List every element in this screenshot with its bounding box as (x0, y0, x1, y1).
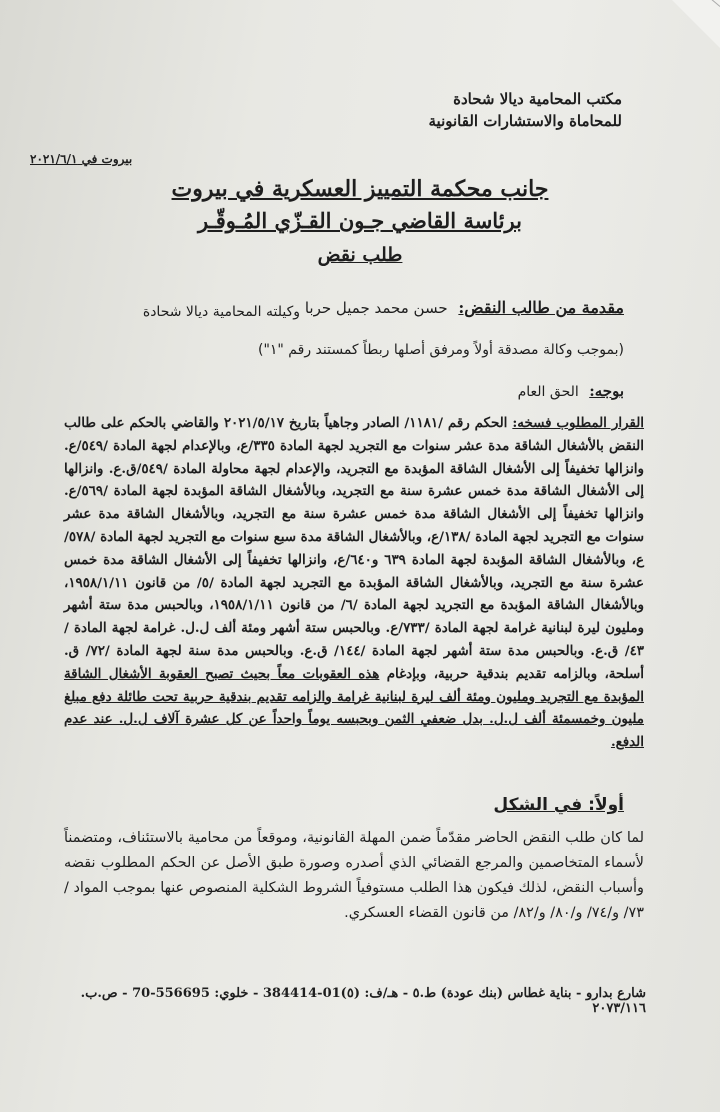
subject-title: طلب نقض (317, 244, 403, 266)
letterhead (429, 88, 622, 132)
court-title: جانب محكمة التمييز العسكرية في بيروت (171, 176, 549, 202)
contested-ruling (64, 412, 644, 754)
judge-title: برئاسة القاضي جـون القـزّي المُـوقّـر (198, 208, 522, 233)
section-body-form: لما كان طلب النقض الحاضر مقدّماً ضمن المهلة القانونية، وموقعاً من محامية بالاستئناف، ومتضمناً لأسماء المتخاصمين والمرجع القضائي الذي أصدره وصورة طبق الأصل عن الحكم المطلوب نقضه وأسباب النقض، لذلك فيكون هذا الطلب مستوفياً الشروط الشكلية المنصوص عنها بموجب المواد /٧٣/ و/٧٤/ و/٨٠/ و/٨٢/ من قانون القضاء العسكري. (64, 830, 644, 921)
against-label: بوجه: (589, 382, 624, 400)
applicant-line (305, 298, 624, 317)
page-fold (672, 0, 720, 48)
section-heading-form: أولاً: في الشكل (493, 795, 624, 815)
document-date: بيروت في ٢٠٢١/٦/١ (30, 152, 133, 166)
power-of-attorney-note: (بموجب وكالة مصدقة أولاً ومرفق أصلها ربطاً كمستند رقم "١") (257, 342, 624, 358)
against-line (518, 382, 624, 400)
letterhead-tagline: للمحاماة والاستشارات القانونية (428, 112, 622, 130)
lawyer-line: وكيلته المحامية ديالا شحادة (142, 304, 300, 320)
ruling-label: القرار المطلوب فسخه: (512, 415, 645, 431)
against-value: الحق العام (517, 384, 579, 400)
footer-address: شارع بدارو - بناية غطاس (بنك عودة) ط.٥ - هـ/ف: (٥)01-384414 - خلوي: 556695-70 - ص.ب. ٢٠٧٣/١١٦ (80, 986, 646, 1016)
ruling-body: الحكم رقم /١١٨١/ الصادر وجاهياً بتاريخ ٢٠٢١/٥/١٧ والقاضي بالحكم على طالب النقض بالأشغال الشاقة مدة عشر سنوات مع التجريد لجهة المادة ٣٣٥/ع، وبالإعدام لجهة المادة /٥٤٩/ع. وانزالها تخفيفاً إلى الأشغال الشاقة المؤبدة مع التجريد، والإعدام لجهة محاولة المادة /٥٤٩/ق.ع. وانزالها إلى الأشغال الشاقة مدة خمس عشرة سنة مع التجريد، وبالأشغال الشاقة المؤبدة لجهة المادة /٥٦٩/ع. وانزالها تخفيفاً إلى الأشغال الشاقة مدة خمس عشرة سنة مع التجريد، وبالأشغال الشاقة مدة عشر سنوات مع التجريد لجهة المادة /١٣٨/ع، وبالأشغال الشاقة مدة سبع سنوات مع التجريد لجهة المادة /٥٧٨/ع، وبالأشغال الشاقة المؤبدة لجهة المادة ٦٣٩ و٦٤٠/ع، وانزالها تخفيفاً إلى الأشغال الشاقة مدة خمس عشرة سنة مع التجريد، وبالأشغال الشاقة المؤبدة مع التجريد لجهة المادة /٥/ من قانون ١٩٥٨/١/١١، وبالأشغال الشاقة المؤبدة مع التجريد لجهة المادة /٦/ من قانون ١٩٥٨/١/١١، وبالحبس مدة ستة أشهر ومليون ليرة لبنانية غرامة لجهة المادة /٧٣٣/ع. وبالحبس ستة أشهر ومئة ألف ل.ل. غرامة لجهة المادة /٤٣/ ق.ع. وبالحبس مدة ستة أشهر لجهة المادة /١٤٤/ ق.ع. وبالحبس مدة سنة لجهة المادة /٧٢/ ق. أسلحة، وبالزامه تقديم بندقية حربية، وبإدغام (64, 415, 645, 682)
letterhead-office: مكتب المحامية ديالا شحادة (453, 90, 622, 108)
applicant-name: حسن محمد جميل حربا (304, 299, 448, 317)
ruling-summary: هذه العقوبات معاً بحيث تصبح العقوبة الأشغال الشاقة المؤبدة مع التجريد ومليون ومئة ألف ليرة لبنانية غرامة والزامه تقديم بندقية حربية تحت طائلة دفع مبلغ مليون وخمسمئة ألف ل.ل. بدل ضعفي الثمن وبحبسه يوماً واحداً عن كل عشرة آلاف ل.ل. عند عدم الدفع. (64, 665, 644, 751)
applicant-label: مقدمة من طالب النقض: (458, 298, 624, 317)
